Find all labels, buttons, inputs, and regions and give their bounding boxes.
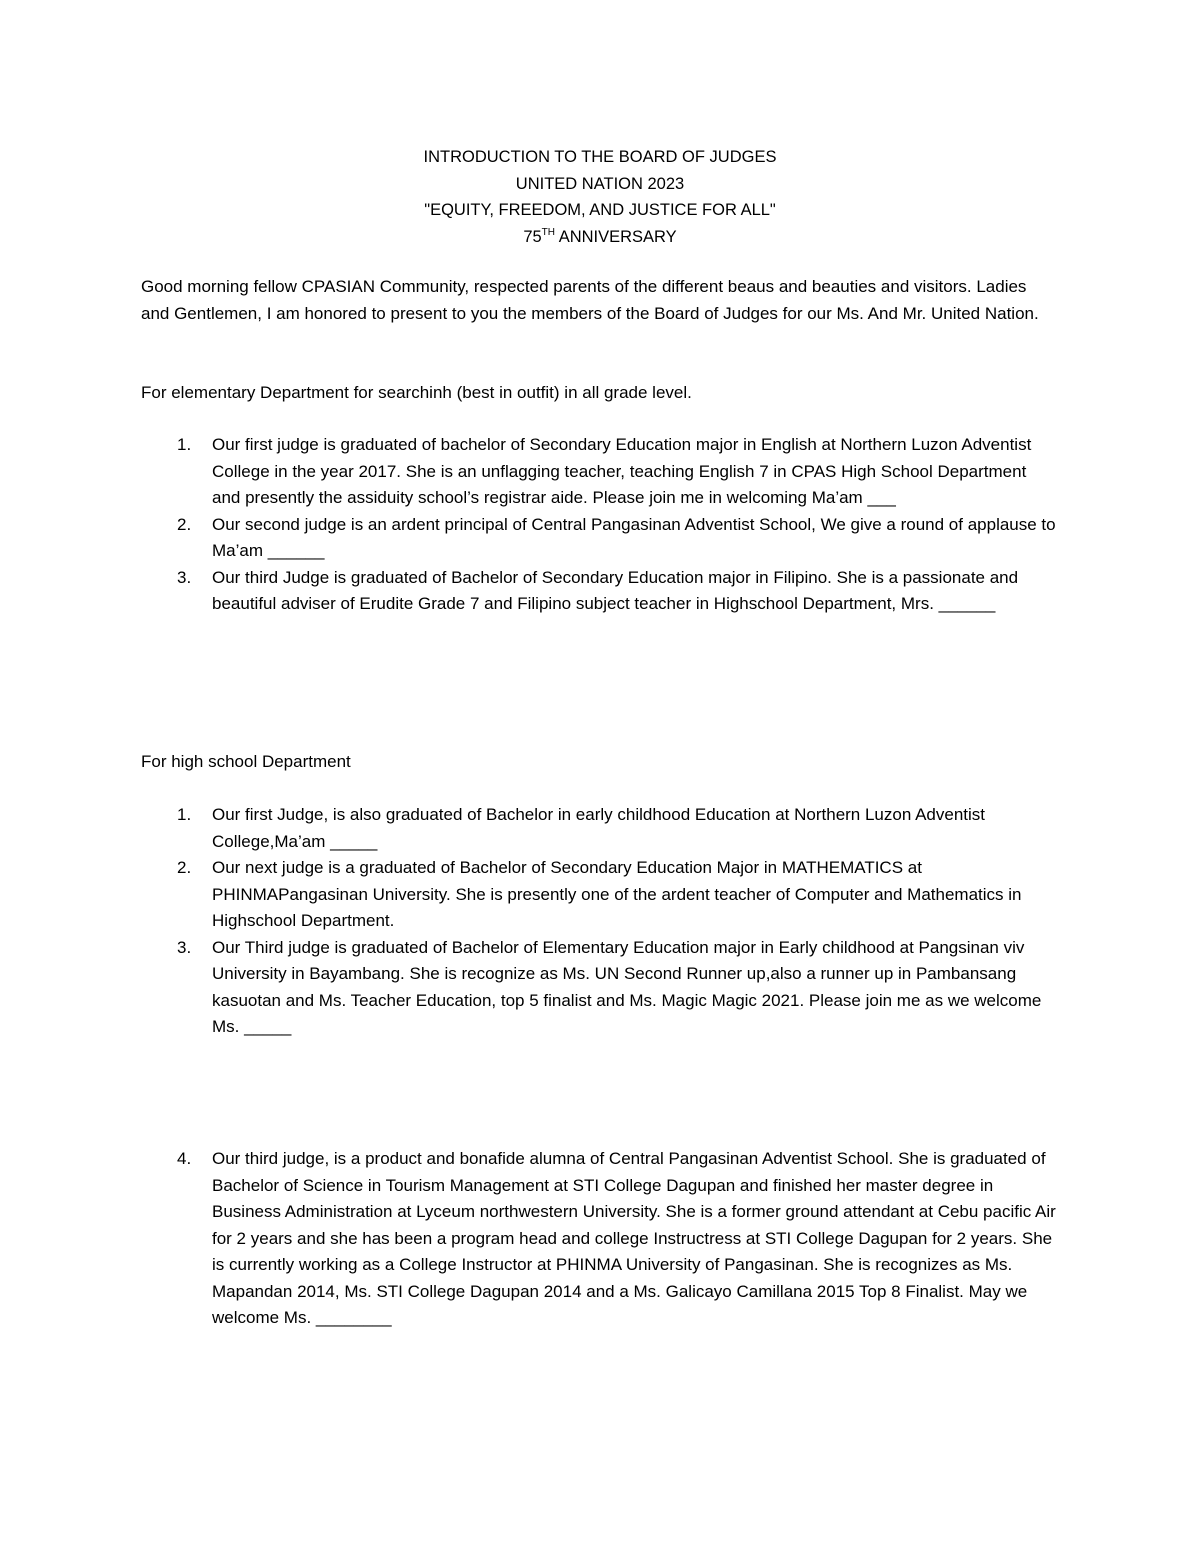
list-item-text: Our first Judge, is also graduated of Bachelor in early childhood Education at Northern Luzon Adventist College,Ma’am _____ — [212, 805, 986, 851]
list-item — [141, 432, 1059, 512]
list-item — [141, 855, 1059, 935]
list-item-text: Our third judge, is a product and bonafide alumna of Central Pangasinan Adventist School. She is graduated of Bachelor of Science in Tourism Management at STI College Dagupan and finished her master degree in Business Administration at Lyceum northwestern University. She is a former ground attendant at Cebu pacific Air for 2 years and she has been a program head and college Instructress at STI College Dagupan for 2 years. She is currently working as a College Instructor at PHINMA University of Pangasinan. She is recognizes as Ms. Mapandan 2014, Ms. STI College Dagupan 2014 and a Ms. Galicayo Camillana 2015 Top 8 Finalist. May we welcome Ms. ________ — [212, 1149, 1056, 1327]
anniversary-number: 75 — [523, 227, 542, 246]
list-item — [141, 565, 1059, 618]
highschool-judges-list-continued — [141, 1146, 1059, 1332]
list-item-text: Our next judge is a graduated of Bachelor of Secondary Education Major in MATHEMATICS at PHINMAPangasinan University. She is presently one of the ardent teacher of Computer and Mathematics in Highschool Department. — [212, 858, 1022, 930]
anniversary-label: ANNIVERSARY — [555, 227, 677, 246]
highschool-section-heading: For high school Department — [141, 752, 351, 771]
list-item-text: Our third Judge is graduated of Bachelor of Secondary Education major in Filipino. She is a passionate and beautiful adviser of Erudite Grade 7 and Filipino subject teacher in Highschool Department, Mrs. ______ — [212, 567, 1019, 613]
list-item-text: Our first judge is graduated of bachelor of Secondary Education major in English at Northern Luzon Adventist College in the year 2017. She is an unflagging teacher, teaching English 7 in CPAS High School Department and presently the assiduity school’s registrar aide. Please join me in welcoming Ma’am ___ — [212, 435, 1032, 507]
list-item-text: Our Third judge is graduated of Bachelor of Elementary Education major in Early childhood at Pangsinan viv University in Bayambang. She is recognize as Ms. UN Second Runner up,also a runner up in Pambansang kasuotan and Ms. Teacher Education, top 5 finalist and Ms. Magic Magic 2021. Please join me as we welcome Ms. _____ — [212, 937, 1042, 1036]
list-item-number: 4. — [177, 1149, 192, 1168]
title-line-4 — [0, 224, 1200, 251]
list-item-number: 1. — [177, 435, 192, 454]
elementary-section-heading: For elementary Department for searchinh (best in outfit) in all grade level. — [141, 383, 692, 402]
elementary-judges-list — [141, 432, 1059, 618]
title-line-3: "EQUITY, FREEDOM, AND JUSTICE FOR ALL" — [424, 201, 776, 219]
list-item-number: 2. — [177, 858, 192, 877]
list-item — [141, 512, 1059, 565]
title-line-1: INTRODUCTION TO THE BOARD OF JUDGES — [423, 148, 777, 166]
list-item-number: 2. — [177, 514, 192, 534]
list-item-number: 3. — [177, 567, 192, 587]
intro-paragraph: Good morning fellow CPASIAN Community, respected parents of the different beaus and beauties and visitors. Ladies and Gentlemen, I am honored to present to you the members of the Board of Judges for our Ms. And Mr. United Nation. — [141, 277, 1039, 323]
list-item — [141, 802, 1059, 855]
anniversary-ordinal-suffix: TH — [541, 226, 556, 238]
list-item — [141, 935, 1059, 1041]
list-item-text: Our second judge is an ardent principal of Central Pangasinan Adventist School, We give a round of applause to Ma’am ______ — [212, 514, 1056, 560]
document-title-block — [0, 144, 1200, 250]
list-item-number: 3. — [177, 937, 192, 957]
highschool-judges-list — [141, 802, 1059, 1041]
title-line-2: UNITED NATION 2023 — [515, 174, 685, 193]
list-item — [141, 1146, 1059, 1332]
list-item-number: 1. — [177, 805, 192, 824]
